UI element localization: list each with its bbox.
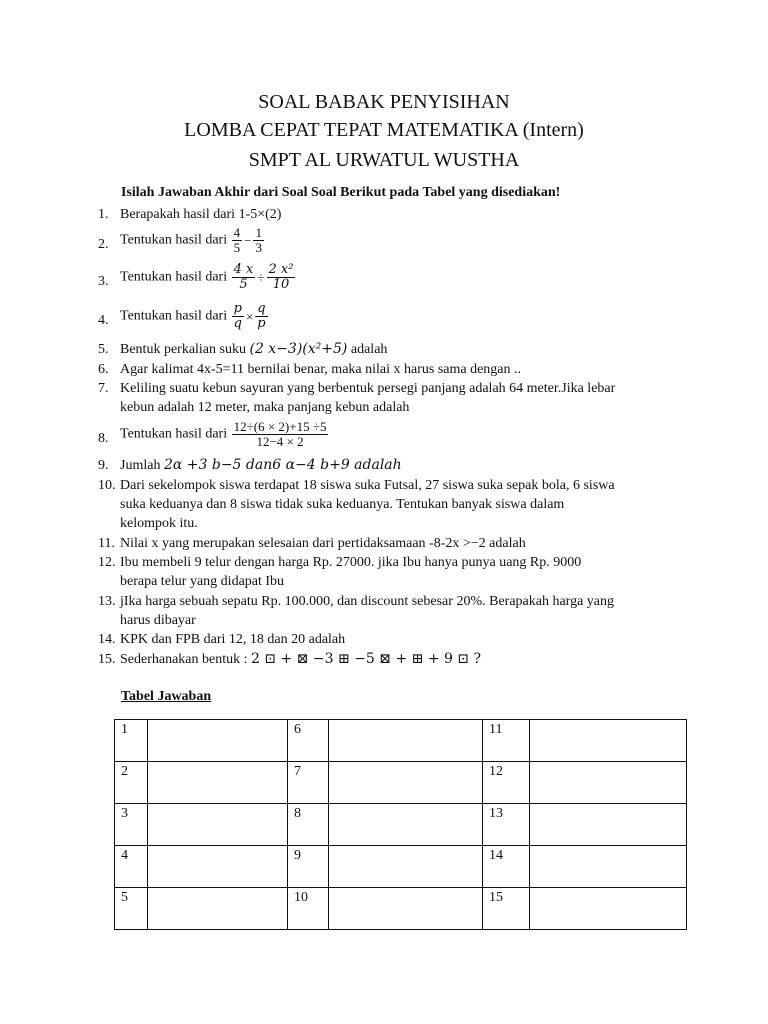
math-expression: 2 ⊡ + ⊠ −3 ⊞ −5 ⊠ + ⊞ + 9 ⊡ ? — [251, 651, 482, 667]
question-text-line-3: kelompok itu. — [120, 516, 198, 531]
question-prefix: Jumlah — [120, 458, 161, 473]
answer-number: 11 — [483, 720, 530, 762]
operator: × — [245, 309, 254, 324]
math-expression: 2α +3 b−5 dan6 α−4 b+9 adalah — [163, 457, 402, 473]
question-text: Nilai x yang merupakan selesaian dari pertidaksamaan -8-2x >−2 adalah — [120, 536, 526, 551]
answer-cell[interactable] — [329, 888, 483, 930]
question-text-line-1: Keliling suatu kebun sayuran yang berbentuk persegi panjang adalah 64 meter.Jika lebar — [120, 381, 616, 396]
question-number: 14. — [98, 632, 116, 647]
answer-number: 4 — [115, 846, 148, 888]
answer-number: 6 — [288, 720, 329, 762]
question-number: 12. — [98, 555, 116, 570]
fraction-denominator: 10 — [272, 277, 290, 292]
answer-cell[interactable] — [148, 720, 288, 762]
table-row — [115, 846, 687, 888]
fraction-numerator: p — [233, 301, 242, 316]
table-row — [115, 804, 687, 846]
answer-cell[interactable] — [329, 762, 483, 804]
answer-number: 8 — [288, 804, 329, 846]
answer-cell[interactable] — [530, 804, 687, 846]
question-number: 4. — [98, 313, 109, 328]
question-number: 11. — [98, 536, 115, 551]
fraction-a — [232, 226, 243, 255]
fraction-b — [267, 263, 296, 292]
question-text-line-2: berapa telur yang didapat Ibu — [120, 574, 285, 589]
table-row — [115, 720, 687, 762]
question-text-line-1: Dari sekelompok siswa terdapat 18 siswa suka Futsal, 27 siswa suka sepak bola, 6 siswa — [120, 478, 615, 493]
answer-number: 9 — [288, 846, 329, 888]
fraction-numerator: 12÷(6 × 2)+15 ÷5 — [233, 419, 327, 434]
title-line-2: LOMBA CEPAT TEPAT MATEMATIKA (Intern) — [184, 119, 584, 141]
answer-number: 5 — [115, 888, 148, 930]
answer-cell[interactable] — [148, 762, 288, 804]
answer-number: 13 — [483, 804, 530, 846]
answer-cell[interactable] — [148, 804, 288, 846]
answer-cell[interactable] — [530, 720, 687, 762]
question-prefix: Tentukan hasil dari — [120, 308, 228, 324]
answer-number: 7 — [288, 762, 329, 804]
answer-number: 2 — [115, 762, 148, 804]
fraction-numerator: 2 x² — [268, 262, 294, 277]
fraction-a — [232, 302, 244, 331]
question-number: 7. — [98, 381, 109, 396]
question-prefix: Bentuk perkalian suku — [120, 342, 246, 357]
fraction — [232, 420, 329, 449]
question-prefix: Tentukan hasil dari — [120, 426, 228, 442]
fraction-numerator: q — [257, 301, 266, 316]
table-row — [115, 888, 687, 930]
question-prefix: Tentukan hasil dari — [120, 232, 228, 248]
question-number: 1. — [98, 207, 109, 222]
answer-cell[interactable] — [329, 846, 483, 888]
question-number: 5. — [98, 342, 109, 357]
question-text-line-1: Ibu membeli 9 telur dengan harga Rp. 27000. jika Ibu hanya punya uang Rp. 9000 — [120, 555, 582, 570]
question-text: Berapakah hasil dari 1-5×(2) — [120, 207, 282, 222]
question-prefix: Sederhanakan bentuk : — [120, 652, 248, 667]
answer-cell[interactable] — [148, 846, 288, 888]
fraction-denominator: 5 — [239, 277, 248, 292]
title-line-3: SMPT AL URWATUL WUSTHA — [248, 149, 520, 171]
answer-cell[interactable] — [530, 762, 687, 804]
table-row — [115, 762, 687, 804]
fraction-denominator: 5 — [233, 240, 241, 255]
fraction-b — [255, 302, 267, 331]
answer-table-title: Tabel Jawaban — [121, 689, 212, 704]
title-line-1: SOAL BABAK PENYISIHAN — [258, 91, 510, 113]
question-suffix: adalah — [350, 342, 388, 357]
question-text-line-2: kebun adalah 12 meter, maka panjang kebun adalah — [120, 400, 410, 415]
answer-number: 1 — [115, 720, 148, 762]
question-text-line-1: jIka harga sebuah sepatu Rp. 100.000, dan discount sebesar 20%. Berapakah harga yang — [120, 594, 615, 609]
fraction-denominator: q — [233, 316, 242, 331]
question-prefix: Tentukan hasil dari — [120, 269, 228, 285]
answer-cell[interactable] — [148, 888, 288, 930]
answer-cell[interactable] — [329, 720, 483, 762]
fraction-denominator: 12−4 × 2 — [256, 434, 304, 449]
answer-table — [114, 719, 687, 930]
answer-number: 3 — [115, 804, 148, 846]
question-number: 6. — [98, 362, 109, 377]
fraction-denominator: p — [257, 316, 266, 331]
question-number: 2. — [98, 237, 109, 252]
operator: ÷ — [257, 270, 265, 285]
question-text: Agar kalimat 4x-5=11 bernilai benar, maka nilai x harus sama dengan .. — [120, 362, 522, 377]
answer-number: 15 — [483, 888, 530, 930]
fraction-denominator: 3 — [255, 240, 262, 255]
question-number: 15. — [98, 652, 116, 667]
question-number: 8. — [98, 431, 109, 446]
answer-cell[interactable] — [530, 888, 687, 930]
question-text-line-2: suka keduanya dan 8 siswa tidak suka keduanya. Tentukan banyak siswa dalam — [120, 497, 565, 512]
answer-cell[interactable] — [329, 804, 483, 846]
fraction-a — [232, 263, 256, 292]
answer-number: 10 — [288, 888, 329, 930]
fraction-numerator: 1 — [255, 225, 262, 240]
answer-number: 12 — [483, 762, 530, 804]
fraction-b — [253, 226, 264, 255]
instruction-text: Isilah Jawaban Akhir dari Soal Soal Berikut pada Tabel yang disediakan! — [121, 185, 561, 200]
question-number: 3. — [98, 274, 109, 289]
fraction-numerator: 4 — [233, 225, 241, 240]
question-number: 13. — [98, 594, 116, 609]
question-text-line-2: harus dibayar — [120, 613, 196, 628]
answer-number: 14 — [483, 846, 530, 888]
question-number: 10. — [98, 478, 116, 493]
question-text: KPK dan FPB dari 12, 18 dan 20 adalah — [120, 632, 346, 647]
answer-cell[interactable] — [530, 846, 687, 888]
operator: − — [244, 233, 252, 248]
math-expression: (2 x−3)(x²+5) — [249, 341, 348, 357]
fraction-numerator: 4 x — [233, 262, 254, 277]
question-number: 9. — [98, 458, 109, 473]
